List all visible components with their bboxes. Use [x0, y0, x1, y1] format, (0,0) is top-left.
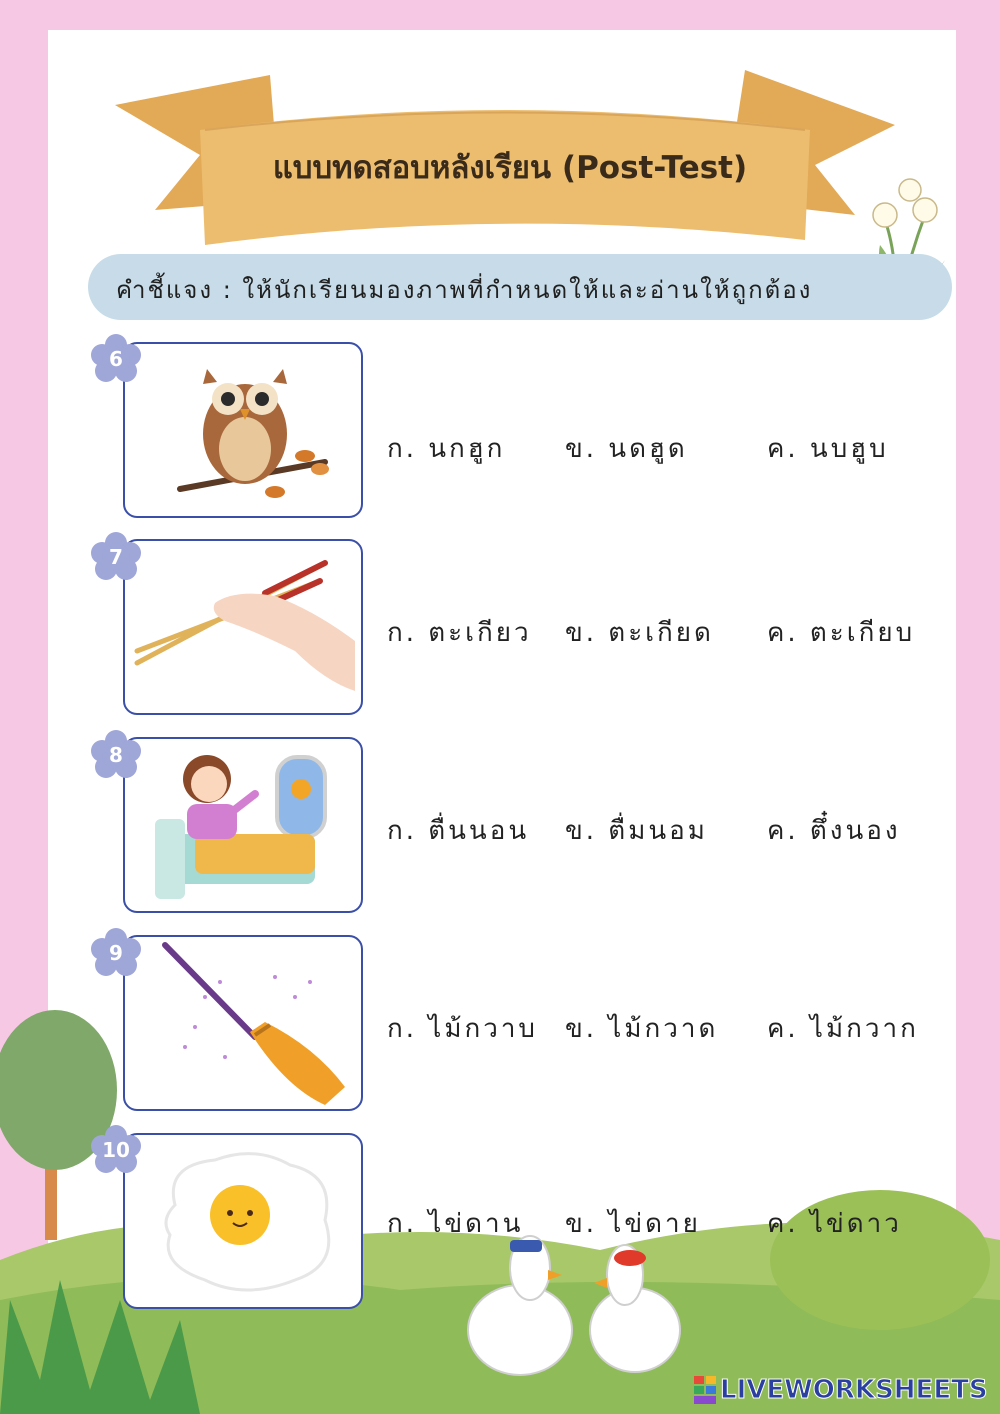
answer-choice-c[interactable]: ค. ไม้กวาก	[767, 1014, 919, 1044]
instruction-bar	[88, 254, 952, 320]
answer-choice-a[interactable]: ก. ตื่นนอน	[387, 816, 530, 846]
question-number: 8	[109, 743, 123, 767]
question-number: 7	[109, 545, 123, 569]
answer-choice-c[interactable]: ค. ไข่ดาว	[767, 1209, 902, 1239]
answer-choice-c[interactable]: ค. นบฮูบ	[767, 434, 889, 464]
answer-choice-b[interactable]: ข. ตะเกียด	[565, 618, 714, 648]
liveworksheets-logo[interactable]	[694, 1374, 988, 1406]
question-image-card	[123, 1133, 363, 1309]
question-image-card	[123, 539, 363, 715]
brand-name: LIVEWORKSHEETS	[720, 1375, 988, 1405]
fried-egg-picture	[125, 1135, 361, 1307]
question-number: 9	[109, 941, 123, 965]
answer-choice-b[interactable]: ข. ไข่ดาย	[565, 1209, 701, 1239]
question-number-badge	[90, 927, 142, 979]
instruction-text: คำชี้แจง : ให้นักเรียนมองภาพที่กำหนดให้และอ่านให้ถูกต้อง	[116, 276, 813, 304]
question-number-badge	[90, 333, 142, 385]
question-number-badge	[90, 531, 142, 583]
liveworksheets-icon	[694, 1376, 716, 1404]
question-number: 6	[109, 347, 123, 371]
answer-choice-a[interactable]: ก. ตะเกียว	[387, 618, 532, 648]
answer-choice-a[interactable]: ก. นกฮูก	[387, 434, 506, 464]
question-number: 10	[102, 1138, 130, 1162]
question-number-badge	[90, 1124, 142, 1176]
answer-choice-c[interactable]: ค. ตึ๋งนอง	[767, 816, 901, 846]
answer-choice-a[interactable]: ก. ไม้กวาบ	[387, 1014, 538, 1044]
question-image-card	[123, 342, 363, 518]
answer-choice-b[interactable]: ข. ตื่มนอม	[565, 816, 708, 846]
girl-waking-up-picture	[125, 739, 361, 911]
answer-choice-b[interactable]: ข. นดฮูด	[565, 434, 688, 464]
page-title: แบบทดสอบหลังเรียน (Post-Test)	[272, 150, 748, 186]
question-image-card	[123, 737, 363, 913]
answer-choice-b[interactable]: ข. ไม้กวาด	[565, 1014, 719, 1044]
question-number-badge	[90, 729, 142, 781]
answer-choice-a[interactable]: ก. ไข่ดาน	[387, 1209, 524, 1239]
chopsticks-picture	[125, 541, 361, 713]
answer-choice-c[interactable]: ค. ตะเกียบ	[767, 618, 916, 648]
owl-picture	[125, 344, 361, 516]
